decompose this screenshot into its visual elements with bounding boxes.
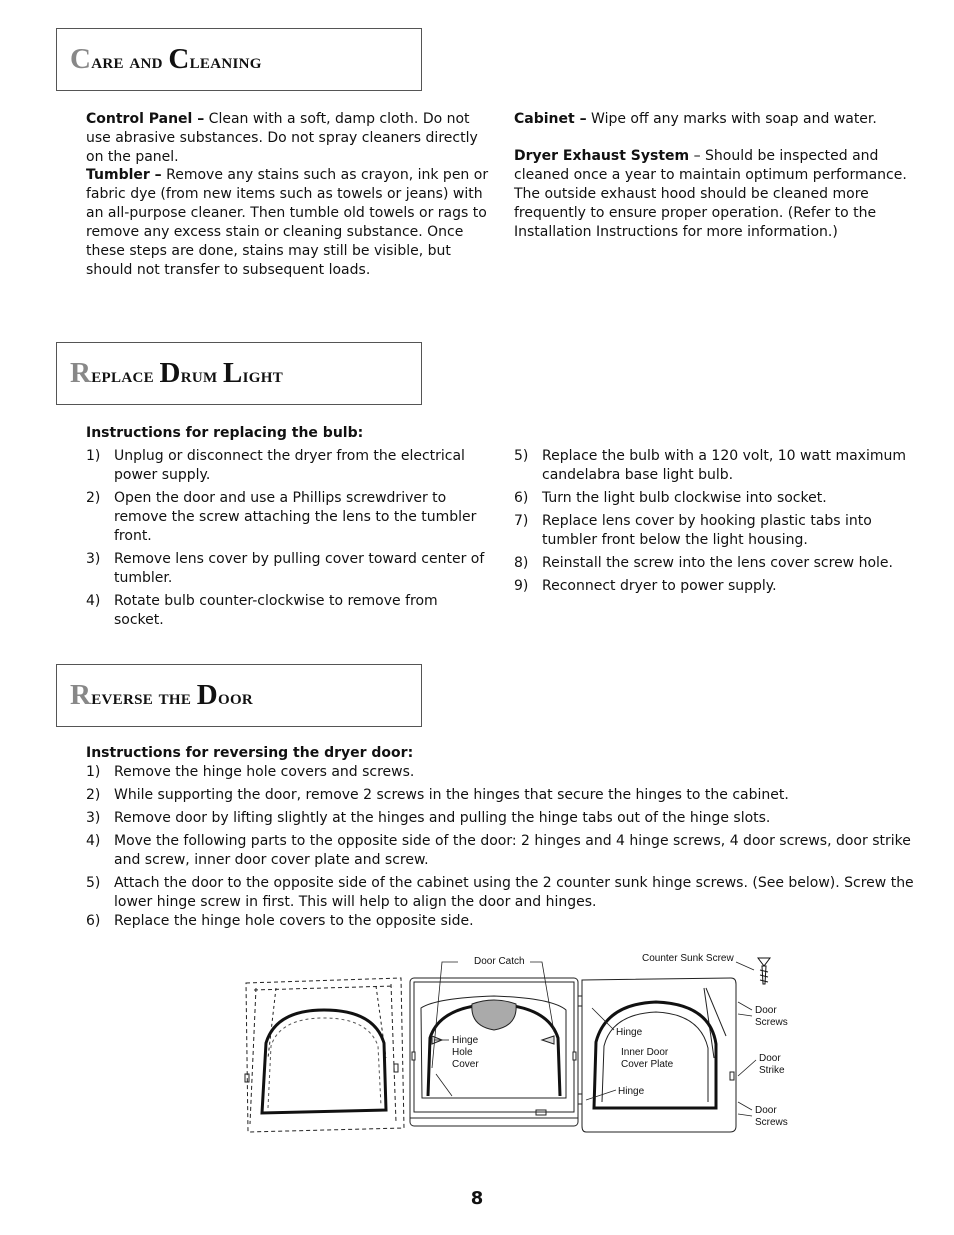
label-door-catch: Door Catch — [474, 956, 525, 967]
drum-light-title: Replace Drum Light — [70, 357, 284, 389]
list-item: 2) Open the door and use a Phillips screwdriver to remove the screw attaching the lens to the tumbler front. — [86, 490, 477, 544]
list-item: 3) Remove door by lifting slightly at the hinges and pulling the hinge tabs out of the hinge slots. — [86, 810, 771, 826]
bulb-instructions-heading: Instructions for replacing the bulb: — [86, 425, 364, 441]
list-item: 7) Replace lens cover by hooking plastic tabs into tumbler front below the light housing. — [514, 513, 872, 548]
bulb-steps-left — [86, 447, 486, 630]
door-instructions-heading: Instructions for reversing the dryer door: — [86, 745, 414, 761]
page-number: 8 — [470, 1188, 484, 1209]
list-item: 6) Replace the hinge hole covers to the opposite side. — [86, 913, 474, 929]
care-cleaning-title: Care and Cleaning — [70, 43, 262, 75]
exhaust-paragraph: Dryer Exhaust System – Should be inspected and cleaned once a year to maintain optimum performance. The outside exhaust hood should be cleaned more frequently to ensure proper operation. (Refer to the Installation Instructions for more information.) — [514, 148, 907, 240]
list-item: 9) Reconnect dryer to power supply. — [514, 578, 777, 594]
label-inner-door-1: Inner Door — [621, 1047, 669, 1058]
label-hinge-hole-1: Hinge — [452, 1035, 479, 1046]
list-item: 2) While supporting the door, remove 2 screws in the hinges that secure the hinges to the cabinet. — [86, 787, 789, 803]
list-item: 5) Attach the door to the opposite side of the cabinet using the 2 counter sunk hinge screws. (See below). Screw the lower hinge screw in first. This will help to align the door and hinges. — [86, 875, 914, 910]
list-item: 8) Reinstall the screw into the lens cover screw hole. — [514, 555, 893, 571]
label-door-screws-top-2: Screws — [755, 1017, 788, 1028]
bulb-steps-right — [514, 447, 910, 596]
list-item: 6) Turn the light bulb clockwise into socket. — [514, 490, 827, 506]
door-reversal-diagram — [236, 948, 796, 1138]
tumbler-paragraph: Tumbler – Remove any stains such as crayon, ink pen or fabric dye (from new items such as towels or jeans) with an all-purpose cleaner. Then tumble old towels or rags to remove any excess stain or cleaning substance. Once these steps are done, stains may still be visible, but should not transfer to subsequent loads. — [86, 167, 489, 278]
label-counter-sunk-screw: Counter Sunk Screw — [642, 953, 734, 964]
label-door-strike-2: Strike — [759, 1065, 785, 1076]
label-door-screws-top-1: Door — [755, 1005, 777, 1016]
list-item: 3) Remove lens cover by pulling cover toward center of tumbler. — [86, 551, 485, 586]
list-item: 4) Rotate bulb counter-clockwise to remove from socket. — [86, 593, 438, 628]
label-door-screws-bot-1: Door — [755, 1105, 777, 1116]
care-cleaning-header — [56, 28, 422, 91]
list-item: 1) Remove the hinge hole covers and screws. — [86, 764, 415, 780]
reverse-door-header — [56, 664, 422, 727]
label-hinge-hole-3: Cover — [452, 1059, 479, 1070]
cabinet-paragraph: Cabinet – Wipe off any marks with soap and water. — [514, 111, 877, 127]
label-door-screws-bot-2: Screws — [755, 1117, 788, 1128]
drum-light-header — [56, 342, 422, 405]
label-inner-door-2: Cover Plate — [621, 1059, 674, 1070]
label-hinge-bottom: Hinge — [618, 1086, 645, 1097]
removed-door-gasket — [262, 1010, 386, 1113]
list-item: 5) Replace the bulb with a 120 volt, 10 watt maximum candelabra base light bulb. — [514, 448, 906, 483]
list-item: 1) Unplug or disconnect the dryer from the electrical power supply. — [86, 448, 465, 483]
label-hinge-top: Hinge — [616, 1027, 643, 1038]
door-steps — [86, 763, 926, 931]
control-panel-paragraph: Control Panel – Clean with a soft, damp cloth. Do not use abrasive substances. Do not spray cleaners directly on the panel. — [86, 111, 478, 165]
label-door-strike-1: Door — [759, 1053, 781, 1064]
list-item: 4) Move the following parts to the opposite side of the door: 2 hinges and 4 hinge screws, 4 door screws, door strike and screw, inner door cover plate and screw. — [86, 833, 911, 868]
drum-light — [472, 1000, 516, 1030]
screw-icon — [758, 958, 770, 984]
reverse-door-title: Reverse the Door — [70, 679, 254, 711]
label-hinge-hole-2: Hole — [452, 1047, 473, 1058]
